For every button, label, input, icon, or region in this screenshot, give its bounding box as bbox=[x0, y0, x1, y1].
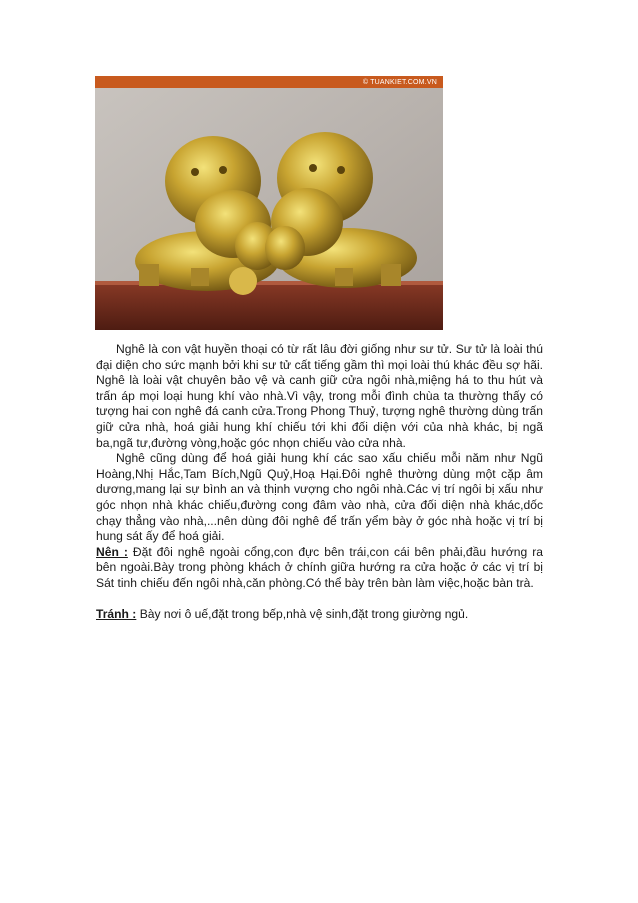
avoid-label: Tránh : bbox=[96, 607, 137, 622]
should-text: Đặt đôi nghê ngoài cổng,con đực bên trái,con cái bên phải,đầu hướng ra bên ngoài.Bày trong phòng khách ở chính giữa hướng ra cửa hoặc ở các vị trí bị Sát tinh chiếu đến ngôi nhà,căn phòng.Có thể bày trên bàn làm việc,hoặc bàn trà. bbox=[96, 544, 544, 590]
photo-watermark: © TUANKIET.COM.VN bbox=[362, 79, 437, 86]
should-label: Nên : bbox=[96, 544, 128, 559]
paragraph-spacer bbox=[96, 592, 543, 608]
paragraph-should bbox=[96, 545, 543, 592]
paragraph-avoid bbox=[96, 607, 543, 623]
avoid-text: Bày nơi ô uế,đặt trong bếp,nhà vệ sinh,đặt trong giường ngủ. bbox=[136, 607, 469, 622]
paragraph-intro: Nghê là con vật huyền thoại có từ rất lâu đời giống như sư tử. Sư tử là loài thú đại diện cho sức mạnh bởi khi sư tử cất tiếng gầm thì mọi loài thú khác đều sợ hãi. Nghê là loài vật chuyên bảo vệ và canh giữ cửa ngôi nhà,miệng há to thu hút và trấn áp mọi loại hung khí vào nhà.Vì vậy, trong mỗi đình chùa ta thường thấy có tượng hai con nghê đá canh cửa.Trong Phong Thuỷ, tượng nghê thường dùng trấn giữ cửa nhà, hoá giải hung khí chiếu tới khi đối diện với của nhà khác, bị ngã ba,ngã tư,đường vòng,hoặc góc nhọn chiếu vào cửa nhà. bbox=[96, 342, 543, 450]
photo-guardian-lions bbox=[95, 76, 443, 330]
paragraph-usage: Nghê cũng dùng để hoá giải hung khí các sao xấu chiếu mỗi năm như Ngũ Hoàng,Nhị Hắc,Tam Bích,Ngũ Quỷ,Hoạ Hại.Đôi nghê thường dùng một cặp âm dương,mang lại sự bình an và thịnh vượng cho ngôi nhà.Các vị trí ngôi bị xấu như góc nhọn nhà khác chiếu,đường cong đâm vào nhà, cửa đối diện nhà khác,dốc chạy thẳng vào nhà,...nên dùng đôi nghê để trấn yểm bày ở góc nhà hoặc vị trí bị hung sát ấy để hoá giải. bbox=[96, 451, 543, 544]
guardian-lions-image bbox=[95, 76, 443, 330]
article-body bbox=[96, 342, 543, 623]
